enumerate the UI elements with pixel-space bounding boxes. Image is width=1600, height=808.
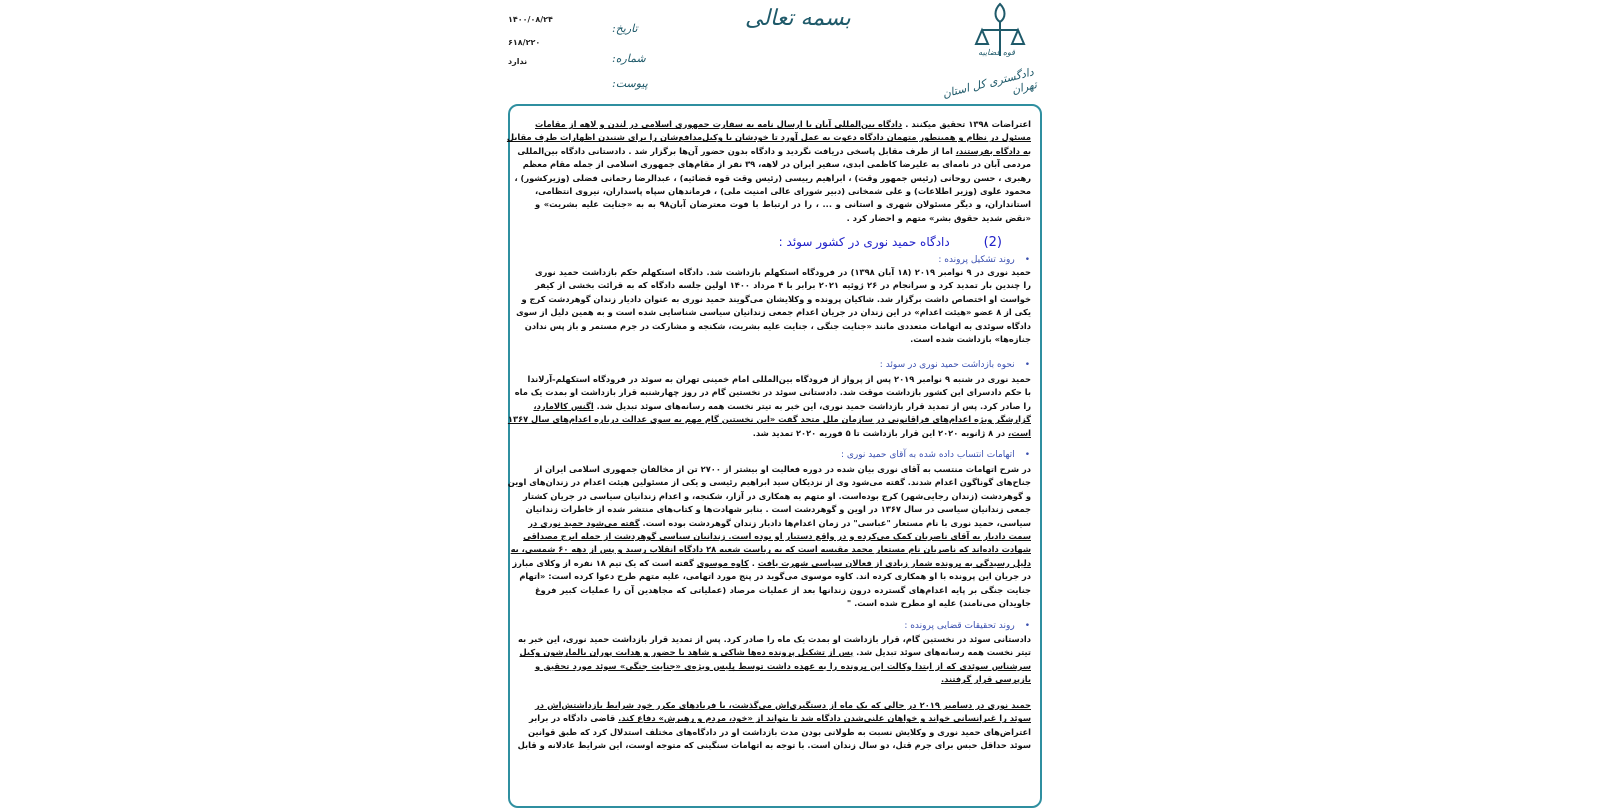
attachment-label: پیوست: xyxy=(612,77,648,90)
text-line xyxy=(525,503,1031,516)
text-line xyxy=(524,320,1031,333)
text-line xyxy=(522,158,1031,171)
section-bullet-heading xyxy=(841,450,1030,460)
text-run: جنازه‌ها» بازداشت شده است. xyxy=(910,333,1031,344)
text-line xyxy=(521,293,1031,306)
text-line xyxy=(519,646,1031,659)
text-run: اعتراض‌های حمید نوری و وکلایش نسبت به طولانی بودن مدت بازداشت او در دادگاه‌های مختلف استدلال کرد که طبق قوانین xyxy=(528,726,1031,737)
text-run: را چندین بار تمدید کرد و سرانجام در ۲۶ ژوئیه ۲۰۲۱ برابر با ۴ مرداد ۱۴۰۰ اولین جلسه دادگاه که به قرائت بخشی از کیفر xyxy=(535,280,1032,291)
text-line xyxy=(535,266,1031,279)
text-run: جمعی زندانیان سیاسی در سال ۱۳۶۷ در اوین و گوهردشت است . بنابر شهادت‌ها و کتاب‌های منتشر شده از خاطرات زندانیان xyxy=(525,504,1031,515)
bullet-text: نحوه بازداشت حمید نوری در سوئد : xyxy=(879,360,1015,370)
number-label: شماره: xyxy=(612,52,646,65)
text-line xyxy=(535,597,1031,610)
text-run: تیتر نخست همه رسانه‌های سوئد تبدیل شد. xyxy=(853,647,1031,658)
text-line xyxy=(528,726,1031,739)
underlined-text: گفته می‌شود حمید نوری در xyxy=(528,517,640,528)
text-run: اعتراضات ۱۳۹۸ تحقیق میکنند . xyxy=(902,119,1031,129)
text-line xyxy=(523,530,1031,543)
invocation-calligraphy: بسمه تعالی xyxy=(745,6,851,31)
text-line xyxy=(535,660,1031,673)
section-paragraph xyxy=(507,463,1031,610)
text-run: گفته است که یک تیم ۱۸ نفره از وکلای مبارز xyxy=(512,557,697,568)
text-line xyxy=(535,673,1031,686)
bullet-icon: • xyxy=(1024,450,1030,460)
text-line xyxy=(512,557,1031,570)
text-line xyxy=(535,212,1031,225)
text-run: قاضی دادگاه در برابر xyxy=(528,713,619,724)
bullet-icon: • xyxy=(1024,360,1030,370)
underlined-text: سمت دادیار به آقای ناصریان کمک می‌کرده و در واقع دستیار او بوده است. زندانیان سیاسی گوهردشت از جمله ایرج مصداقی xyxy=(523,530,1031,541)
text-line xyxy=(516,306,1031,319)
text-line xyxy=(519,570,1031,583)
text-run: رهبری ، حسن روحانی (رئیس جمهور وقت) ، ابراهیم رییسی (رئیس وقت قوه قضائیه) ، عبدالرضا رحمانی فضلی (وزیرکشور) ، xyxy=(514,172,1031,183)
text-line xyxy=(535,118,1031,131)
underlined-text: سرشناس سوئدی که از ابتدا وکالت این پرونده را به عهده داشت توسط پلیس ویژه‌ی «جنایت جنگی» سوئد مورد تحقیق و xyxy=(535,660,1031,671)
text-run: و گوهردشت (زندان رجایی‌شهر) کرج بوده‌است. او متهم به همکاری در آزار، شکنجه، و اعدام زندانیان سیاسی در جریان کشتار xyxy=(522,490,1031,501)
logo-org-name: قوه قضاییه دادگستری کل استان تهران xyxy=(941,48,1039,101)
text-line xyxy=(535,333,1031,346)
text-line xyxy=(510,543,1031,556)
text-line xyxy=(507,413,1031,426)
text-line xyxy=(535,699,1031,712)
section-paragraph xyxy=(516,266,1032,346)
underlined-text: به دادگاه بفرستند، xyxy=(955,145,1031,156)
text-run: در جریان این پرونده با او همکاری کرده اند. کاوه موسوی می‌گوید در پنج مورد اتهامی، علیه متهم طرح دعوا کرده است: «اتهام xyxy=(519,571,1031,582)
underlined-text: است، xyxy=(1008,427,1031,438)
text-run: سوئد حداقل حبس برای جرم قتل، دو سال زندان است. با توجه به اتهامات سنگینی که متوجه اوست، این شرایط عادلانه و قابل xyxy=(517,740,1031,751)
text-line xyxy=(535,198,1031,211)
judiciary-logo xyxy=(935,0,1039,101)
text-run: یکی از ۸ عضو «هیئت اعدام» در این زندان در جریان اعدام جمعی زندانیان سیاسی شناسایی شده است و به همین دلیل از سوی xyxy=(516,307,1031,318)
text-run: جناح‌های گوناگون اعدام شدند. گفته می‌شود وی از نزدیکان سید ابراهیم رئیسی و یکی از مسئولین هیئت اعدام در زندان‌های اوین xyxy=(507,477,1031,488)
text-run: در ۸ ژانویه ۲۰۲۰ این قرار بازداشت تا ۵ فوریه ۲۰۲۰ تمدید شد. xyxy=(752,427,1009,438)
underlined-text: سوئد را غیرانسانی خواند و خواهان علنی‌شدن دادگاه شد تا بتواند از «خود، مردم و رهبرش» دفاع کند. xyxy=(618,713,1031,724)
underlined-text: دادگاه بین‌المللی آبان با ارسال نامه به سفارت جمهوری اسلامی در لندن و لاهه از مقامات xyxy=(535,119,903,129)
text-run: حمید نوری در ۹ نوامبر ۲۰۱۹ (۱۸ آبان ۱۳۹۸) در فرودگاه استکهلم بازداشت شد. دادگاه استکهلم حکم بازداشت حمید نوری xyxy=(535,267,1031,277)
date-value: ۱۴۰۰/۰۸/۲۴ xyxy=(508,15,553,24)
text-run: استانداران، و دیگر مسئولان شهری و استانی و ... ، را در ارتباط با فوت معترضان آبان۹۸ به به «جنایت علیه بشریت» و xyxy=(535,199,1031,210)
section-title: دادگاه حمید نوری در کشور سوئد : xyxy=(778,235,950,249)
text-run: محمود علوی (وزیر اطلاعات) و علی شمخانی (دبیر شورای عالی امنیت ملی) ، فرماندهان سپاه پاسداران، نیروی انتظامی، xyxy=(535,185,1031,196)
bullet-icon: • xyxy=(1024,255,1030,265)
text-line xyxy=(528,712,1031,725)
text-line xyxy=(517,633,1031,646)
text-run: . xyxy=(748,557,758,568)
text-line xyxy=(535,400,1031,413)
bullet-text: روند تشکیل پرونده : xyxy=(938,255,1015,265)
underlined-text: مسئول در نظام و همینطور متهمان دادگاه دعوت به عمل آورد تا خودشان یا وکیل‌مدافع‌شان را برای شنیدن اظهارات طرف مقابل xyxy=(506,132,1031,143)
text-line xyxy=(514,172,1031,185)
text-line xyxy=(528,517,1031,530)
text-run: اما از طرف مقابل پاسخی دریافت نگردید و دادگاه بدون حضور آن‌ها برگزار شد . دادستانی دادگاه بین‌المللی xyxy=(517,145,956,156)
text-line xyxy=(507,476,1031,489)
text-line xyxy=(517,739,1031,752)
text-line xyxy=(527,373,1031,386)
text-run: خواست او اختصاص داشت برگزار شد. شاکیان پرونده و وکلایشان می‌گویند حمید نوری به عنوان دادیار زندان گوهردشت کرج و xyxy=(521,293,1031,304)
underlined-text: کاوه موسوی xyxy=(696,557,749,568)
underlined-text: گزارشگر ویژه اعدام‌های فراقانونی در سازمان ملل متحد گفت «این نخستین گام مهم به سوی عدالت درباره اعدام‌های سال ۱۳۶۷ xyxy=(507,414,1031,425)
text-run: را صادر کرد. پس از تمدید قرار بازداشت حمید نوری، این خبر به تیتر نخست همه رسانه‌های سوئد تبدیل شد. xyxy=(593,400,1031,411)
text-run: در شرح اتهامات منتسب به آقای نوری بیان شده در دوره فعالیت او بیشتر از ۲۷۰۰ تن از مخالفان جمهوری اسلامی ایران از xyxy=(534,464,1031,474)
bullet-icon: • xyxy=(1024,621,1030,631)
intro-paragraph xyxy=(506,118,1031,225)
underlined-text: اگنس کالامارد، xyxy=(533,400,594,411)
attachment-value: ندارد xyxy=(508,57,528,66)
underlined-text: شهادت داده‌اند که ناصریان نام مستعار محمد مقیسه است که به ریاست شعبه ۲۸ دادگاه انقلاب رسید و پس از دهه ۶۰ شمسی، به xyxy=(510,544,1031,555)
text-line xyxy=(535,427,1031,440)
text-line xyxy=(506,131,1031,144)
section-heading xyxy=(779,235,1002,250)
text-run: دادگاه سوئدی به اتهامات متعددی مانند «جنایت جنگی ، جنایت علیه بشریت، شکنجه و مشارکت در جرم مستمر و باز پس ندادن xyxy=(524,320,1031,331)
text-run: با حکم دادسرای این کشور بازداشت موقت شد. دادستانی سوئد در نخستین گام در روز چهارشنبه قرار بازداشت او بمدت یک ماه xyxy=(514,387,1031,398)
underlined-text: پس از تشکیل پرونده ده‌ها شاکی و شاهد با حضور و هدایت پوران بالمارشون وکیل xyxy=(519,647,854,658)
underlined-text: بازپرسی قرار گرفتند. xyxy=(941,674,1031,685)
section-bullet-heading xyxy=(904,621,1030,631)
text-line xyxy=(514,386,1031,399)
bullet-text: اتهامات انتساب داده شده به آقای حمید نوری : xyxy=(840,450,1015,460)
text-run: جنایت جنگی بر پایه اعدام‌های گسترده درون زندانها بعد از عملیات مرصاد (عملیاتی که مجاهدین آن را عملیات کبیر فروغ xyxy=(535,584,1031,595)
number-value: ۶۱۸/۲۲۰ xyxy=(508,38,541,47)
text-run: جاویدان می‌نامند) علیه او مطرح شده است. " xyxy=(846,597,1031,608)
underlined-text: حمید نوری در دسامبر ۲۰۱۹ در حالی که یک ماه از دستگیری‌اش می‌گذشت، با فریادهای مکرر خود شرایط بازداشتش‌اش در xyxy=(535,700,1031,710)
section-number: (2) xyxy=(983,235,1002,250)
bullet-text: روند تحقیقات قضایی پرونده : xyxy=(904,621,1015,631)
text-run: سیاسی، حمید نوری با نام مستعار "عباسی" در زمان اعدام‌ها دادیار زندان گوهردشت بوده است. xyxy=(639,517,1031,528)
section-bullet-heading xyxy=(938,255,1030,265)
section-bullet-heading xyxy=(880,360,1030,370)
text-run: «نقض شدید حقوق بشر» متهم و احضار کرد . xyxy=(846,212,1031,223)
text-line xyxy=(535,463,1031,476)
text-line xyxy=(535,279,1031,292)
underlined-text: دلیل رسیدگی به پرونده شمار زیادی از فعالان سیاسی شهرت یافت xyxy=(757,557,1031,568)
text-line xyxy=(517,145,1031,158)
text-line xyxy=(522,490,1031,503)
text-run: حمید نوری در شنبه ۹ نوامبر ۲۰۱۹ پس از پرواز از فرودگاه بین‌المللی امام خمینی تهران به سوئد در فرودگاه استکهلم-آرلاندا xyxy=(527,374,1031,384)
text-run: مردمی آبان در نامه‌ای به علیرضا کاظمی ابدی، سفیر ایران در لاهه، ۳۹ نفر از مقام‌های جمهوری اسلامی از جمله مقام معظم xyxy=(522,159,1031,170)
text-line xyxy=(535,584,1031,597)
section-paragraph xyxy=(507,373,1031,440)
text-run: دادستانی سوئد در نخستین گام، قرار بازداشت او بمدت یک ماه را صادر کرد. پس از تمدید قرار بازداشت حمید نوری، این خبر به xyxy=(517,634,1031,644)
section-paragraph xyxy=(517,633,1031,687)
text-line xyxy=(535,185,1031,198)
section-paragraph xyxy=(517,699,1031,753)
date-label: تاریخ: xyxy=(612,22,638,35)
